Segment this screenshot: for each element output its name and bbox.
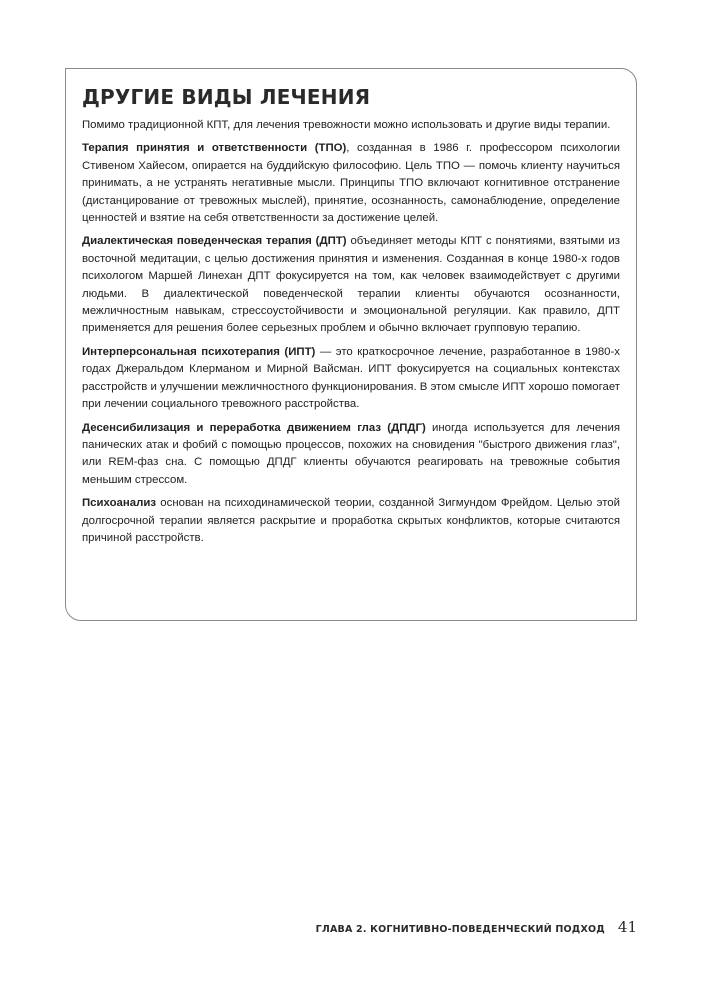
sidebar-title: ДРУГИЕ ВИДЫ ЛЕЧЕНИЯ <box>82 85 371 109</box>
page-number: 41 <box>617 918 637 936</box>
therapy-term: Терапия принятия и ответственности (ТПО) <box>82 142 347 155</box>
therapy-paragraph-psychoanalysis <box>82 495 620 547</box>
sidebar-box <box>65 68 637 621</box>
therapy-paragraph-act <box>82 140 620 227</box>
therapy-paragraph-emdr <box>82 420 620 490</box>
therapy-description: , созданная в 1986 г. профессором психологии Стивеном Хайесом, опирается на буддийскую философию. Цель ТПО — помочь клиенту научиться принимать, а не устранять негативные мысли. Принципы ТПО включают когнитивное отстранение (дистанцирование от тревожных мыслей), принятие, осознанность, самонаблюдение, определение ценностей и взятие на себя ответственности за достижение целей. <box>82 142 620 225</box>
therapy-term: Диалектическая поведенческая терапия (ДПТ) <box>82 235 347 248</box>
therapy-description: — это краткосрочное лечение, разработанное в 1980-х годах Джеральдом Клерманом и Мирной Вайсман. ИПТ фокусируется на социальных контекстах расстройств и улучшении межличностного функционирования. В этом смысле ИПТ хорошо помогает при лечении социального тревожного расстройства. <box>82 345 620 411</box>
running-footer-chapter: ГЛАВА 2. КОГНИТИВНО-ПОВЕДЕНЧЕСКИЙ ПОДХОД <box>315 924 605 935</box>
therapy-paragraph-ipt <box>82 344 620 414</box>
therapy-description: объединяет методы КПТ с понятиями, взятыми из восточной медитации, с целью достижения принятия и изменения. Созданная в конце 1980-х годов психологом Маршей Линехан ДПТ фокусируется на том, как человек взаимодействует с другими людьми. В диалектической поведенческой терапии клиенты обучаются осознанности, межличностным навыкам, стрессоустойчивости и эмоциональной регуляции. Как правило, ДПТ применяется для решения более серьезных проблем и обычно включает групповую терапию. <box>82 235 620 335</box>
therapy-paragraph-dbt <box>82 233 620 337</box>
therapy-description: основан на психодинамической теории, созданной Зигмундом Фрейдом. Целью этой долгосрочной терапии является раскрытие и проработка скрытых конфликтов, которые считаются причиной расстройств. <box>82 497 620 544</box>
therapy-term: Психоанализ <box>82 497 156 510</box>
therapy-term: Интерперсональная психотерапия (ИПТ) <box>82 345 316 358</box>
therapy-term: Десенсибилизация и переработка движением глаз (ДПДГ) <box>82 421 426 434</box>
page-footer <box>316 918 637 936</box>
intro-paragraph: Помимо традиционной КПТ, для лечения тревожности можно использовать и другие виды терапии. <box>82 119 611 131</box>
therapy-description: иногда используется для лечения панических атак и фобий с помощью процессов, похожих на сновидения "быстрого движения глаз", или REM-фаз сна. С помощью ДПДГ клиенты обучаются реагировать на тревожные события меньшим стрессом. <box>82 421 620 486</box>
